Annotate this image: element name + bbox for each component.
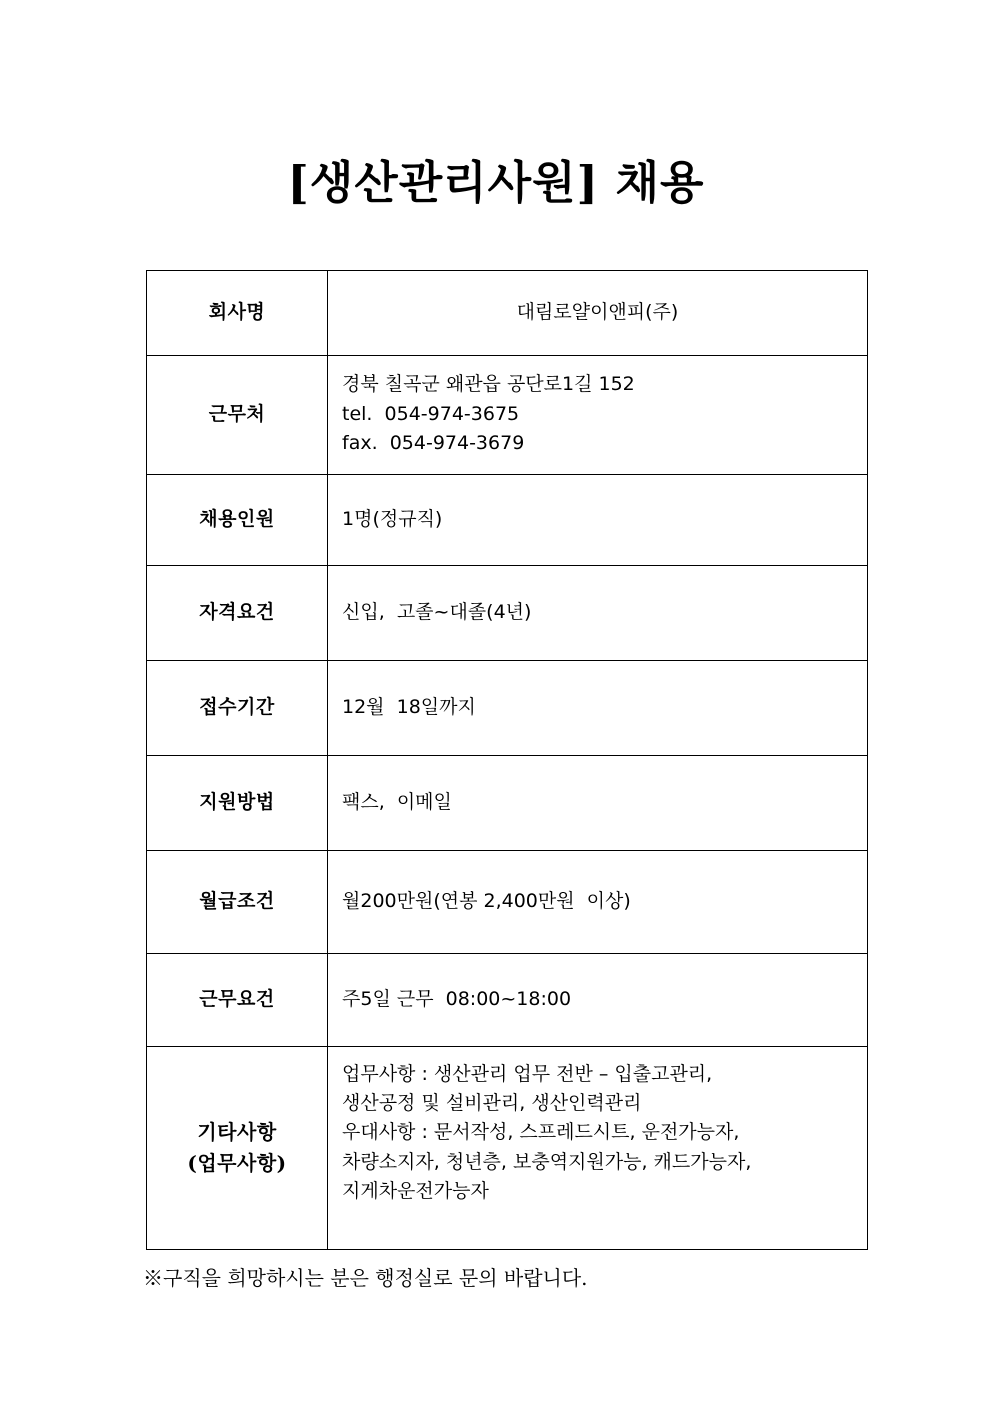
table-row <box>147 1046 868 1249</box>
text-line: fax. 054-974-3679 <box>342 432 525 455</box>
row-label-method: 지원방법 <box>147 755 328 850</box>
row-label-etc-main: 기타사항 <box>197 1119 277 1144</box>
job-posting-table <box>146 270 868 1250</box>
table-row <box>147 355 868 474</box>
row-label-period: 접수기간 <box>147 660 328 755</box>
footnote: ※구직을 희망하시는 분은 행정실로 문의 바랍니다. <box>143 1265 588 1290</box>
text-line: 팩스, 이메일 <box>342 790 452 813</box>
row-value-qualification <box>328 565 868 660</box>
table-row <box>147 660 868 755</box>
text-line: 대림로얄이앤피(주) <box>516 300 679 323</box>
text-line: 월200만원(연봉 2,400만원 이상) <box>342 889 631 912</box>
text-line: 업무사항 : 생산관리 업무 전반 – 입출고관리, <box>342 1062 713 1085</box>
row-label-etc-sub: (업무사항) <box>187 1150 287 1175</box>
text-line: 주5일 근무 08:00~18:00 <box>342 987 572 1010</box>
row-label-work-condition: 근무요건 <box>147 953 328 1046</box>
table-row <box>147 755 868 850</box>
row-label-company: 회사명 <box>147 270 328 355</box>
row-value-company <box>328 270 868 355</box>
text-line: 경북 칠곡군 왜관읍 공단로1길 152 <box>342 373 635 396</box>
row-label-headcount: 채용인원 <box>147 474 328 565</box>
job-posting-table-wrapper <box>0 270 992 1250</box>
text-line: 1명(정규직) <box>342 507 443 530</box>
row-value-salary <box>328 850 868 953</box>
table-row <box>147 474 868 565</box>
row-label-location: 근무처 <box>147 355 328 474</box>
text-line: 신입, 고졸~대졸(4년) <box>342 600 532 623</box>
text-line: 12월 18일까지 <box>342 695 476 718</box>
table-row <box>147 850 868 953</box>
text-line: 생산공정 및 설비관리, 생산인력관리 <box>342 1091 642 1114</box>
text-line: 차량소지자, 청년층, 보충역지원가능, 캐드가능자, <box>342 1150 752 1173</box>
row-label-qualification: 자격요건 <box>147 565 328 660</box>
table-row <box>147 270 868 355</box>
row-label-etc <box>147 1046 328 1249</box>
table-row <box>147 953 868 1046</box>
row-label-salary: 월급조건 <box>147 850 328 953</box>
page-title: [생산관리사원] 채용 <box>287 156 705 209</box>
text-line: 지게차운전가능자 <box>342 1180 489 1203</box>
row-value-headcount <box>328 474 868 565</box>
row-value-method <box>328 755 868 850</box>
row-value-period <box>328 660 868 755</box>
row-value-location <box>328 355 868 474</box>
row-value-etc <box>328 1046 868 1249</box>
row-value-work-condition <box>328 953 868 1046</box>
text-line: 우대사항 : 문서작성, 스프레드시트, 운전가능자, <box>342 1121 740 1144</box>
table-row <box>147 565 868 660</box>
text-line: tel. 054-974-3675 <box>342 402 520 425</box>
